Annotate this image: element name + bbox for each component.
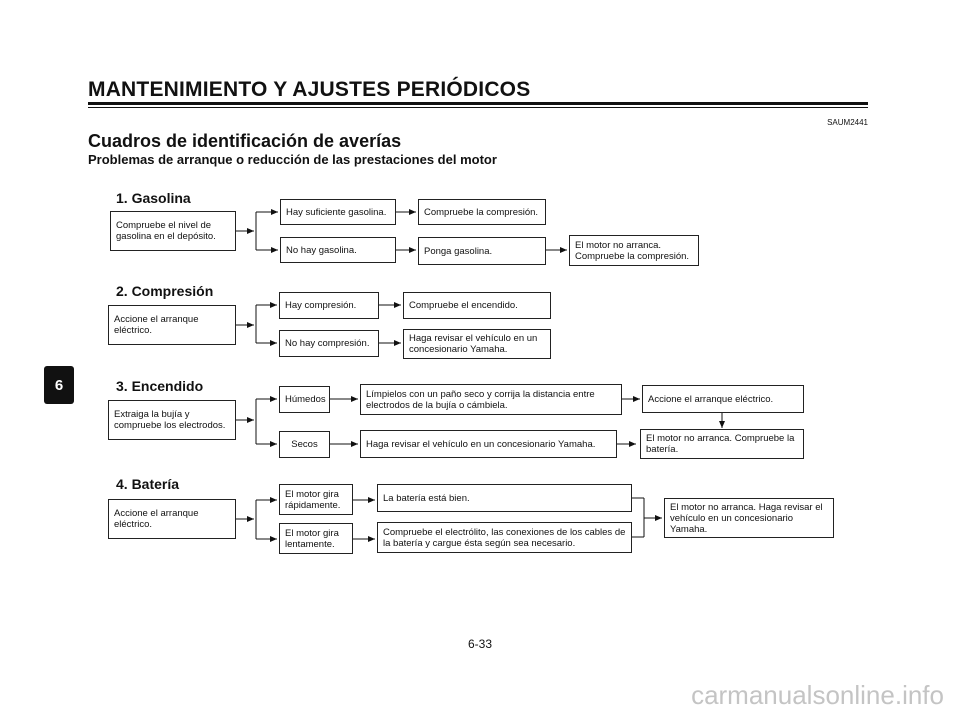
compresion-no-box [279,330,379,357]
gasolina-yes-action-text: Compruebe la compresión. [424,206,539,218]
chart-title-gasolina: 1. Gasolina [116,190,191,206]
bateria-fast-text: El motor gira rápidamente. [285,488,341,511]
compresion-start-box [108,305,236,345]
section-title: Cuadros de identificación de averías [88,131,402,151]
encendido-wet-action-box [360,384,622,415]
gasolina-result-text: El motor no arranca. Compruebe la compresión. [575,239,690,262]
encendido-dry-action-text: Haga revisar el vehículo en un concesionario Yamaha. [366,438,596,450]
chart-title-encendido: 3. Encendido [116,378,204,394]
gasolina-no-action-box [418,237,546,265]
compresion-yes-action-box [403,292,551,319]
chart-title-compresion: 2. Compresión [116,283,214,299]
bateria-fast-action-box [377,484,632,512]
encendido-wet-next-box [642,385,804,413]
gasolina-no-action-text: Ponga gasolina. [424,245,493,257]
encendido-start-box [108,400,236,440]
gasolina-result-box [569,235,699,266]
compresion-start-text: Accione el arranque eléctrico. [114,314,199,336]
compresion-yes-text: Hay compresión. [285,300,357,311]
bateria-fast-box [279,484,353,515]
page-number: 6-33 [467,637,493,651]
encendido-dry-action-box [360,430,617,458]
encendido-dry-box [279,431,330,458]
encendido-wet-text: Húmedos [285,394,326,405]
watermark: carmanualsonline.info [691,680,944,710]
gasolina-no-text: No hay gasolina. [286,244,357,256]
gasolina-start-box [110,211,236,251]
encendido-wet-next-text: Accione el arranque eléctrico. [648,393,774,405]
encendido-wet-action-text: Límpielos con un paño seco y corrija la distancia entre electrodos de la bujía o cámbiela. [366,388,595,411]
encendido-result-text: El motor no arranca. Compruebe la batería. [646,433,795,455]
compresion-no-text: No hay compresión. [285,338,370,349]
compresion-no-action-text: Haga revisar el vehículo en un concesionario Yamaha. [409,333,538,355]
gasolina-yes-action-box [418,199,546,225]
compresion-no-action-box [403,329,551,359]
bateria-slow-box [279,523,353,554]
gasolina-start-text: Compruebe el nivel de gasolina en el depósito. [116,220,216,242]
bateria-start-text: Accione el arranque eléctrico. [114,508,199,530]
bateria-slow-action-text: Compruebe el electrólito, las conexiones de los cables de la batería y cargue ésta según sea necesario. [383,526,626,549]
bateria-fast-action-text: La batería está bien. [383,492,470,504]
compresion-yes-action-text: Compruebe el encendido. [409,300,518,311]
encendido-wet-box [279,386,330,413]
page-header-title: MANTENIMIENTO Y AJUSTES PERIÓDICOS [88,78,531,101]
encendido-dry-text: Secos [291,439,318,450]
document-code: SAUM2441 [827,118,868,127]
gasolina-yes-text: Hay suficiente gasolina. [286,206,387,218]
bateria-start-box [108,499,236,539]
gasolina-no-box [280,237,396,263]
bateria-result-text: El motor no arranca. Haga revisar el vehículo en un concesionario Yamaha. [670,501,823,535]
compresion-yes-box [279,292,379,319]
bateria-result-box [664,498,834,538]
gasolina-yes-box [280,199,396,225]
bateria-slow-text: El motor gira lentamente. [285,527,339,550]
bateria-slow-action-box [377,522,632,553]
encendido-result-box [640,429,804,459]
chart-title-bateria: 4. Batería [116,476,180,492]
chapter-tab: 6 [44,366,74,404]
section-subtitle: Problemas de arranque o reducción de las prestaciones del motor [88,152,497,167]
encendido-start-text: Extraiga la bujía y compruebe los electrodos. [114,409,226,431]
